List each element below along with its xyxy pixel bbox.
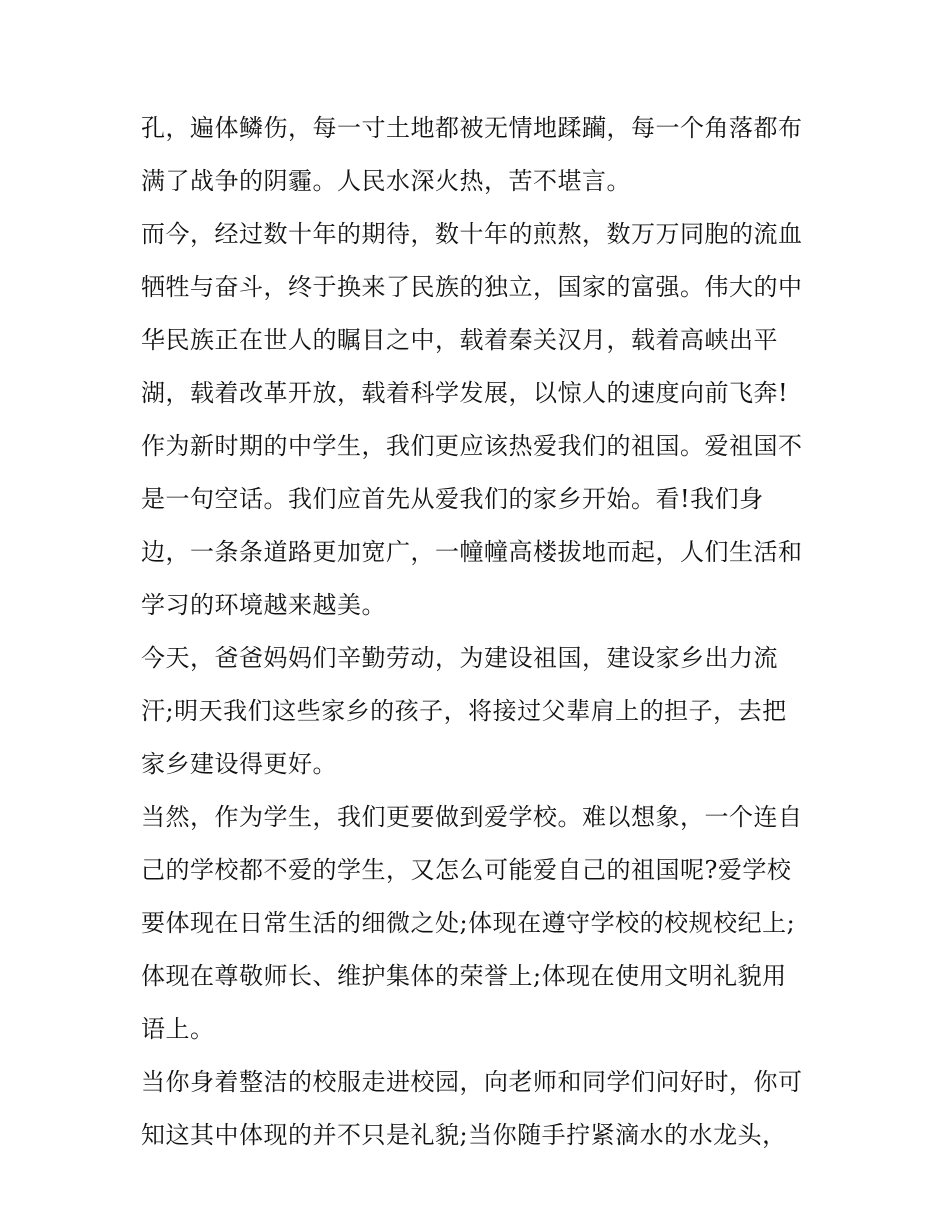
text-line: 要体现在日常生活的细微之处;体现在遵守学校的校规校纪上; (141, 909, 796, 937)
text-line: 而今，经过数十年的期待，数十年的煎熬，数万万同胞的流血 (141, 220, 803, 248)
text-line: 作为新时期的中学生，我们更应该热爱我们的祖国。爱祖国不 (141, 432, 803, 460)
text-line: 今天，爸爸妈妈们辛勤劳动，为建设祖国，建设家乡出力流 (141, 644, 778, 672)
text-line: 湖，载着改革开放，载着科学发展，以惊人的速度向前飞奔! (141, 379, 789, 407)
text-line: 家乡建设得更好。 (141, 750, 337, 778)
text-line: 学习的环境越来越美。 (141, 591, 386, 619)
text-line: 当然，作为学生，我们更要做到爱学校。难以想象，一个连自 (141, 803, 803, 831)
text-line: 当你身着整洁的校服走进校园，向老师和同学们问好时，你可 (141, 1068, 803, 1096)
text-line: 边，一条条道路更加宽广，一幢幢高楼拔地而起，人们生活和 (141, 538, 803, 566)
text-line: 满了战争的阴霾。人民水深火热，苦不堪言。 (141, 167, 631, 195)
text-line: 体现在尊敬师长、维护集体的荣誉上;体现在使用文明礼貌用 (141, 962, 787, 990)
text-line: 汗;明天我们这些家乡的孩子，将接过父辈肩上的担子，去把 (141, 697, 787, 725)
text-line: 知这其中体现的并不只是礼貌;当你随手拧紧滴水的水龙头， (141, 1121, 787, 1149)
text-line: 牺牲与奋斗，终于换来了民族的独立，国家的富强。伟大的中 (141, 273, 803, 301)
text-line: 华民族正在世人的瞩目之中，载着秦关汉月，载着高峡出平 (141, 326, 778, 354)
text-line: 语上。 (141, 1015, 215, 1043)
text-line: 孔，遍体鳞伤，每一寸土地都被无情地蹂躏，每一个角落都布 (141, 114, 803, 142)
text-line: 己的学校都不爱的学生，又怎么可能爱自己的祖国呢?爱学校 (141, 856, 792, 884)
text-line: 是一句空话。我们应首先从爱我们的家乡开始。看!我们身 (141, 485, 764, 513)
